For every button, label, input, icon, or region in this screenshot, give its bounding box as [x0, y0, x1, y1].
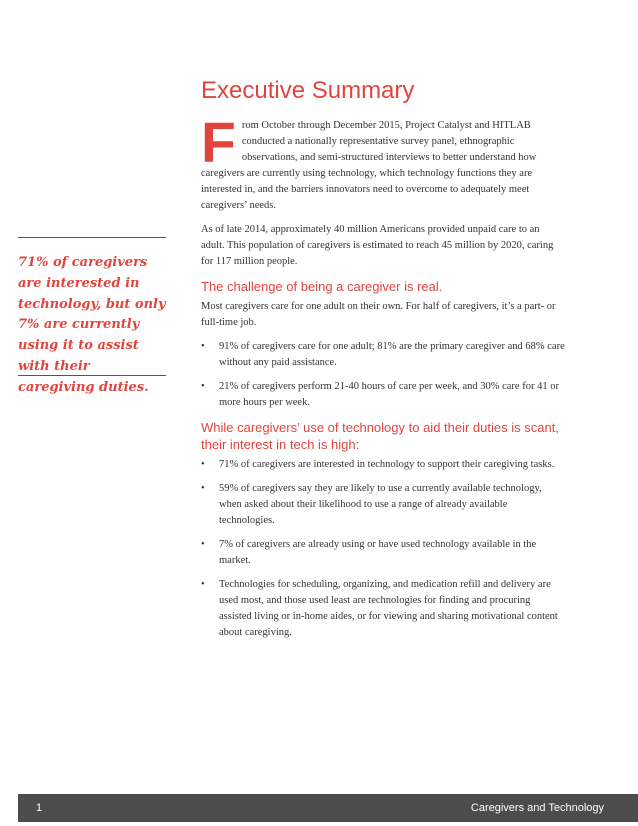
page-footer — [18, 794, 638, 822]
bullet-text: 91% of caregivers care for one adult; 81% are the primary caregiver and 68% care without any paid assistance. — [219, 341, 565, 368]
challenge-bullet-list — [201, 339, 565, 411]
pull-quote — [18, 237, 166, 395]
list-item — [201, 339, 565, 371]
list-item — [201, 577, 565, 641]
bullet-icon: • — [201, 381, 205, 392]
bullet-text: 71% of caregivers are interested in technology to support their caregiving tasks. — [219, 459, 555, 470]
drop-cap: F — [201, 111, 236, 175]
section-heading-technology: While caregivers’ use of technology to aid their duties is scant, their interest in tech is high: — [201, 420, 559, 452]
bullet-text: 7% of caregivers are already using or have used technology available in the market. — [219, 539, 537, 566]
bullet-icon: • — [201, 341, 205, 352]
technology-bullet-list — [201, 457, 565, 641]
bullet-icon: • — [201, 459, 205, 470]
bullet-text: 59% of caregivers say they are likely to use a currently available technology, when asked about their likelihood to use a range of already available technologies. — [219, 483, 542, 526]
main-content — [201, 76, 565, 649]
page-title: Executive Summary — [201, 77, 415, 104]
list-item — [201, 457, 565, 473]
bullet-text: 21% of caregivers perform 21-40 hours of care per week, and 30% care for 41 or more hours per week. — [219, 381, 559, 408]
bullet-icon: • — [201, 539, 205, 550]
challenge-paragraph: Most caregivers care for one adult on their own. For half of caregivers, it’s a part- or full-time job. — [201, 301, 556, 328]
bullet-icon: • — [201, 579, 205, 590]
intro-text: rom October through December 2015, Project Catalyst and HITLAB conducted a nationally representative survey panel, ethnographic observations, and semi-structured interviews to better understand how caregivers are currently using technology, which technology functions they are interested in, and the barriers innovators need to overcome to adequately meet caregivers’ needs. — [201, 120, 537, 211]
list-item — [201, 379, 565, 411]
section-heading-challenge: The challenge of being a caregiver is real. — [201, 279, 443, 294]
intro-paragraph — [201, 111, 565, 214]
bullet-icon: • — [201, 483, 205, 494]
population-paragraph: As of late 2014, approximately 40 million Americans provided unpaid care to an adult. This population of caregivers is estimated to reach 45 million by 2020, caring for 117 million people. — [201, 224, 554, 267]
list-item — [201, 537, 565, 569]
pull-quote-text: 71% of caregivers are interested in technology, but only 7% are currently using it to assist with their caregiving duties. — [18, 255, 166, 395]
page-number: 1 — [36, 802, 43, 814]
footer-doc-title: Caregivers and Technology — [470, 802, 604, 814]
list-item — [201, 481, 565, 529]
bullet-text: Technologies for scheduling, organizing, and medication refill and delivery are used most, and those used least are technologies for finding and procuring assisted living or in-home aides, or for viewing and sharing motivational content about caregiving. — [219, 579, 558, 638]
